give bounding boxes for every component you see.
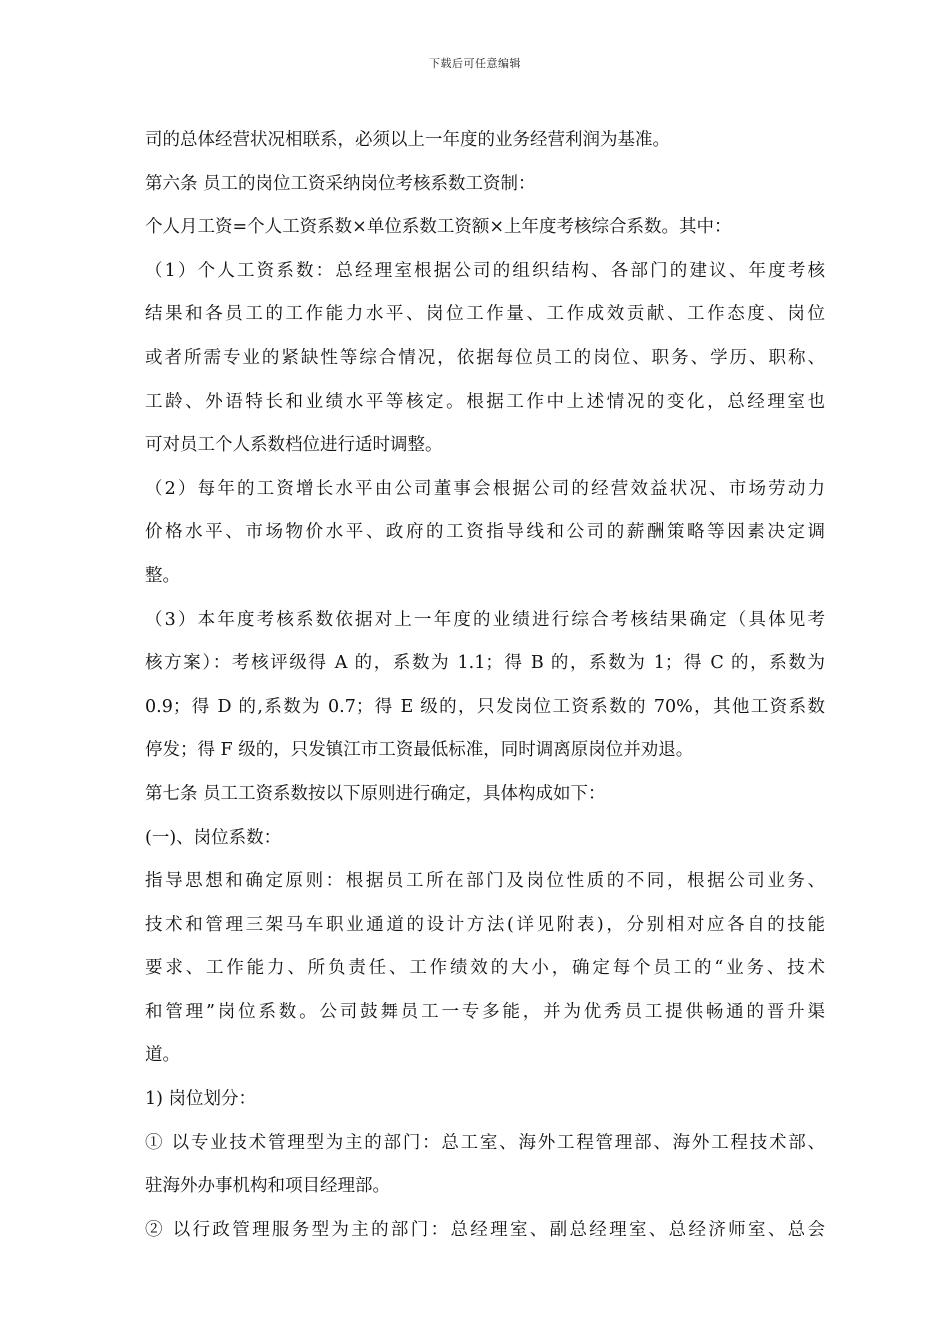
text-line: 驻海外办事机构和项目经理部。 [145, 1176, 390, 1197]
text-line: 价格水平、市场物价水平、政府的工资指导线和公司的薪酬策略等因素决定调 [145, 522, 825, 543]
text-line: ② 以行政管理服务型为主的部门：总经理室、副总经理室、总经济师室、总会 [145, 1219, 825, 1240]
page-header: 下载后可任意编辑 [429, 57, 521, 70]
text-line: （1）个人工资系数：总经理室根据公司的组织结构、各部门的建议、年度考核 [145, 260, 825, 281]
text-line: 技术和管理三架马车职业通道的设计方法(详见附表)，分别相对应各自的技能 [145, 914, 825, 935]
text-line: 道。 [145, 1045, 180, 1066]
text-line: 可对员工个人系数档位进行适时调整。 [145, 435, 443, 456]
text-line: 或者所需专业的紧缺性等综合情况，依据每位员工的岗位、职务、学历、职称、 [145, 347, 825, 368]
text-line: 核方案）：考核评级得 A 的，系数为 1.1；得 B 的，系数为 1；得 C 的，系数为 [145, 653, 825, 674]
text-line: 1) 岗位划分： [145, 1089, 257, 1110]
text-line: 要求、工作能力、所负责任、工作绩效的大小，确定每个员工的“业务、技术 [145, 958, 825, 979]
text-line: 0.9；得 D 的,系数为 0.7；得 E 级的，只发岗位工资系数的 70%，其他工资系数 [145, 696, 825, 717]
text-line: (一)、岗位系数： [145, 827, 282, 848]
text-line: 个人月工资=个人工资系数×单位系数工资额×上年度考核综合系数。其中： [145, 217, 732, 238]
text-line: 工龄、外语特长和业绩水平等核定。根据工作中上述情况的变化，总经理室也 [145, 391, 825, 412]
text-line: 司的总体经营状况相联系，必须以上一年度的业务经营利润为基准。 [145, 130, 670, 150]
document-body [145, 124, 825, 1257]
text-line: （3）本年度考核系数依据对上一年度的业绩进行综合考核结果确定（具体见考 [145, 609, 825, 630]
text-line: 结果和各员工的工作能力水平、岗位工作量、工作成效贡献、工作态度、岗位 [145, 304, 825, 325]
text-line: 整。 [145, 565, 180, 586]
text-line: 第六条 员工的岗位工资采纳岗位考核系数工资制： [145, 173, 536, 194]
text-line: 指导思想和确定原则：根据员工所在部门及岗位性质的不同，根据公司业务、 [145, 871, 825, 892]
text-line: ① 以专业技术管理型为主的部门：总工室、海外工程管理部、海外工程技术部、 [145, 1132, 825, 1153]
text-line: 第七条 员工工资系数按以下原则进行确定，具体构成如下： [145, 783, 606, 804]
text-line: （2）每年的工资增长水平由公司董事会根据公司的经营效益状况、市场劳动力 [145, 478, 825, 499]
text-line: 停发；得 F 级的，只发镇江市工资最低标准，同时调离原岗位并劝退。 [145, 740, 694, 761]
text-line: 和管理”岗位系数。公司鼓舞员工一专多能，并为优秀员工提供畅通的晋升渠 [145, 1001, 825, 1022]
